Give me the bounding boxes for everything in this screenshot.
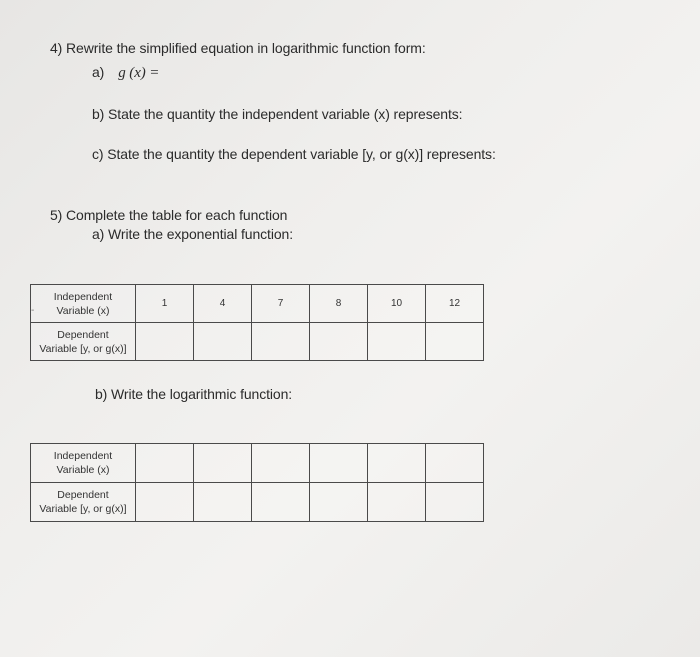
q5b-text: b) Write the logarithmic function: <box>95 386 293 402</box>
q4-prompt: 4) Rewrite the simplified equation in logarithmic function form: <box>50 40 426 56</box>
table-b-independent-row <box>31 444 484 483</box>
q4a-label: a) <box>92 64 105 80</box>
table-a-y-cell[interactable] <box>194 323 252 361</box>
table-a-dependent-header: Dependent Variable [y, or g(x)] <box>31 323 136 361</box>
table-a-x-cell[interactable]: 7 <box>252 285 310 323</box>
table-b-dependent-header: Dependent Variable [y, or g(x)] <box>31 483 136 522</box>
table-a-dependent-row <box>31 323 484 361</box>
stray-mark: - <box>31 305 35 316</box>
table-b-y-cell[interactable] <box>426 483 484 522</box>
table-b-x-cell[interactable] <box>426 444 484 483</box>
table-b-x-cell[interactable] <box>136 444 194 483</box>
table-a-y-cell[interactable] <box>310 323 368 361</box>
table-a-independent-header: Independent Variable (x) <box>31 285 136 323</box>
table-a-independent-row <box>31 285 484 323</box>
table-b-y-cell[interactable] <box>368 483 426 522</box>
q4a-line <box>92 64 159 82</box>
table-b-y-cell[interactable] <box>252 483 310 522</box>
table-b-independent-header: Independent Variable (x) <box>31 444 136 483</box>
table-a-x-cell[interactable]: 4 <box>194 285 252 323</box>
q5-prompt: 5) Complete the table for each function <box>50 207 288 223</box>
q4a-equation: g (x) = <box>118 65 160 81</box>
table-b-y-cell[interactable] <box>194 483 252 522</box>
table-a-y-cell[interactable] <box>426 323 484 361</box>
table-a-y-cell[interactable] <box>252 323 310 361</box>
q5a-text: a) Write the exponential function: <box>92 226 294 242</box>
q4b-text: b) State the quantity the independent variable (x) represents: <box>92 106 463 122</box>
table-a-x-cell[interactable]: 12 <box>426 285 484 323</box>
q4c-text: c) State the quantity the dependent variable [y, or g(x)] represents: <box>92 146 496 162</box>
table-b-y-cell[interactable] <box>136 483 194 522</box>
table-b-dependent-row <box>31 483 484 522</box>
table-b-x-cell[interactable] <box>368 444 426 483</box>
table-a-x-cell[interactable]: 1 <box>136 285 194 323</box>
table-b-y-cell[interactable] <box>310 483 368 522</box>
table-b-x-cell[interactable] <box>252 444 310 483</box>
table-b-x-cell[interactable] <box>310 444 368 483</box>
table-b-x-cell[interactable] <box>194 444 252 483</box>
table-a-y-cell[interactable] <box>368 323 426 361</box>
table-b <box>30 443 484 522</box>
table-a <box>30 284 484 361</box>
table-a-y-cell[interactable] <box>136 323 194 361</box>
table-a-x-cell[interactable]: 10 <box>368 285 426 323</box>
table-a-x-cell[interactable]: 8 <box>310 285 368 323</box>
